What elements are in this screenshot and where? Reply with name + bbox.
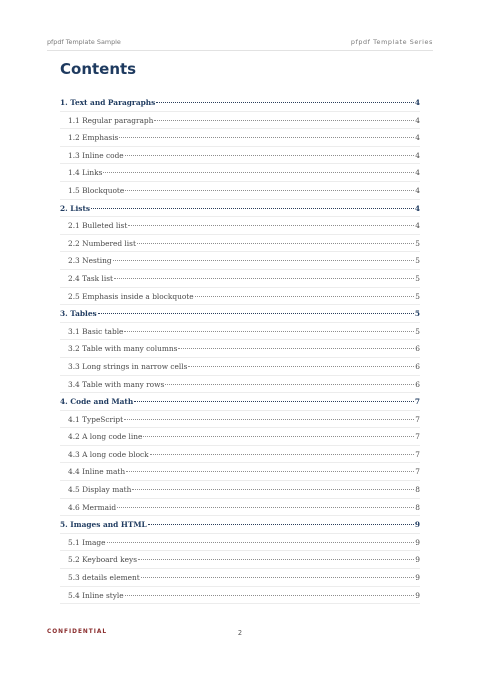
toc-entry-label: 4.6 Mermaid [68,502,117,512]
toc-dot-leader [98,313,414,314]
toc-subsection-entry[interactable] [60,129,420,147]
toc-dot-leader [125,190,414,191]
toc-subsection-entry[interactable] [60,551,420,569]
toc-entry-page-number: 4 [415,150,420,160]
toc-entry-page-number: 4 [414,203,420,213]
toc-entry-page-number: 4 [415,168,420,178]
toc-entry-label: 5.3 details element [68,573,140,583]
toc-entry-page-number: 9 [415,537,420,547]
toc-subsection-entry[interactable] [60,428,420,446]
toc-subsection-entry[interactable] [60,499,420,517]
toc-entry-page-number: 9 [414,520,420,530]
toc-section-entry[interactable] [60,516,420,534]
toc-entry-label: 4.2 A long code line [68,432,143,442]
toc-entry-label: 2.5 Emphasis inside a blockquote [68,291,194,301]
toc-entry-page-number: 9 [415,573,420,583]
toc-entry-label: 2.2 Numbered list [68,238,136,248]
toc-entry-label: 2.1 Bulleted list [68,221,128,231]
toc-dot-leader [150,454,415,455]
toc-dot-leader [128,225,414,226]
toc-entry-label: 3.1 Basic table [68,326,124,336]
toc-entry-page-number: 4 [415,185,420,195]
page-title: Contents [60,60,137,78]
toc-entry-page-number: 4 [415,115,420,125]
table-of-contents [60,94,420,604]
toc-subsection-entry[interactable] [60,270,420,288]
toc-entry-label: 1.5 Blockquote [68,185,125,195]
toc-entry-page-number: 7 [415,449,420,459]
toc-subsection-entry[interactable] [60,411,420,429]
toc-entry-label: 4.1 TypeScript [68,414,124,424]
toc-subsection-entry[interactable] [60,587,420,605]
toc-subsection-entry[interactable] [60,376,420,394]
toc-entry-label: 4.5 Display math [68,485,132,495]
toc-subsection-entry[interactable] [60,164,420,182]
toc-entry-page-number: 6 [415,379,420,389]
toc-dot-leader [114,278,414,279]
toc-row-divider [60,603,420,604]
toc-dot-leader [188,366,414,367]
toc-entry-label: 2. Lists [60,203,91,213]
toc-dot-leader [119,137,414,138]
toc-dot-leader [138,559,414,560]
toc-subsection-entry[interactable] [60,446,420,464]
toc-dot-leader [113,260,415,261]
toc-entry-page-number: 4 [415,133,420,143]
toc-section-entry[interactable] [60,200,420,218]
toc-subsection-entry[interactable] [60,463,420,481]
toc-subsection-entry[interactable] [60,358,420,376]
toc-subsection-entry[interactable] [60,569,420,587]
toc-dot-leader [195,296,415,297]
toc-subsection-entry[interactable] [60,217,420,235]
toc-dot-leader [141,577,415,578]
toc-dot-leader [117,507,414,508]
toc-entry-label: 5.2 Keyboard keys [68,555,137,565]
toc-entry-label: 1. Text and Paragraphs [60,98,156,107]
toc-section-entry[interactable] [60,94,420,112]
toc-entry-page-number: 7 [415,414,420,424]
toc-subsection-entry[interactable] [60,147,420,165]
toc-entry-page-number: 5 [415,326,420,336]
toc-entry-page-number: 7 [414,397,420,407]
toc-entry-label: 5.1 Image [68,537,106,547]
page-number: 2 [237,629,243,637]
toc-entry-page-number: 6 [415,361,420,371]
toc-dot-leader [178,348,414,349]
toc-section-entry[interactable] [60,305,420,323]
toc-entry-page-number: 8 [415,502,420,512]
toc-entry-page-number: 8 [415,485,420,495]
toc-dot-leader [154,120,414,121]
toc-entry-label: 3.3 Long strings in narrow cells [68,361,188,371]
toc-dot-leader [125,595,415,596]
toc-subsection-entry[interactable] [60,323,420,341]
toc-subsection-entry[interactable] [60,340,420,358]
toc-entry-page-number: 5 [415,256,420,266]
toc-entry-label: 3. Tables [60,309,97,319]
toc-dot-leader [124,419,414,420]
toc-entry-page-number: 7 [415,432,420,442]
toc-entry-page-number: 7 [415,467,420,477]
toc-entry-label: 2.3 Nesting [68,256,112,266]
toc-entry-label: 1.1 Regular paragraph [68,115,154,125]
toc-entry-page-number: 5 [415,291,420,301]
toc-entry-label: 4.4 Inline math [68,467,126,477]
toc-entry-label: 1.2 Emphasis [68,133,119,143]
toc-dot-leader [143,436,414,437]
header-document-title: pfpdf Template Sample [47,38,121,46]
header-series-name: pfpdf Template Series [350,38,433,46]
toc-dot-leader [148,524,414,525]
toc-dot-leader [91,208,414,209]
toc-entry-label: 2.4 Task list [68,273,113,283]
toc-subsection-entry[interactable] [60,534,420,552]
toc-subsection-entry[interactable] [60,112,420,130]
toc-dot-leader [107,542,415,543]
confidential-label: CONFIDENTIAL [47,629,108,635]
toc-entry-page-number: 4 [414,98,420,107]
toc-entry-page-number: 9 [415,555,420,565]
toc-subsection-entry[interactable] [60,288,420,306]
toc-entry-page-number: 5 [415,238,420,248]
toc-entry-label: 4. Code and Math [60,397,134,407]
toc-dot-leader [132,489,414,490]
toc-dot-leader [156,102,414,103]
toc-section-entry[interactable] [60,393,420,411]
toc-entry-label: 3.4 Table with many rows [68,379,165,389]
toc-dot-leader [134,401,414,402]
toc-entry-page-number: 6 [415,344,420,354]
toc-entry-page-number: 9 [415,590,420,600]
toc-entry-label: 4.3 A long code block [68,449,149,459]
toc-entry-label: 5.4 Inline style [68,590,124,600]
toc-dot-leader [125,155,415,156]
toc-entry-page-number: 5 [415,273,420,283]
toc-dot-leader [124,331,414,332]
toc-dot-leader [165,384,414,385]
toc-subsection-entry[interactable] [60,481,420,499]
toc-entry-label: 1.4 Links [68,168,103,178]
toc-dot-leader [137,243,414,244]
toc-entry-label: 1.3 Inline code [68,150,124,160]
toc-subsection-entry[interactable] [60,235,420,253]
toc-entry-page-number: 4 [415,221,420,231]
toc-subsection-entry[interactable] [60,182,420,200]
toc-entry-label: 3.2 Table with many columns [68,344,178,354]
page-header [47,36,433,51]
toc-dot-leader [126,471,414,472]
toc-subsection-entry[interactable] [60,252,420,270]
toc-entry-label: 5. Images and HTML [60,520,147,530]
toc-dot-leader [103,172,414,173]
toc-entry-page-number: 5 [414,309,420,319]
